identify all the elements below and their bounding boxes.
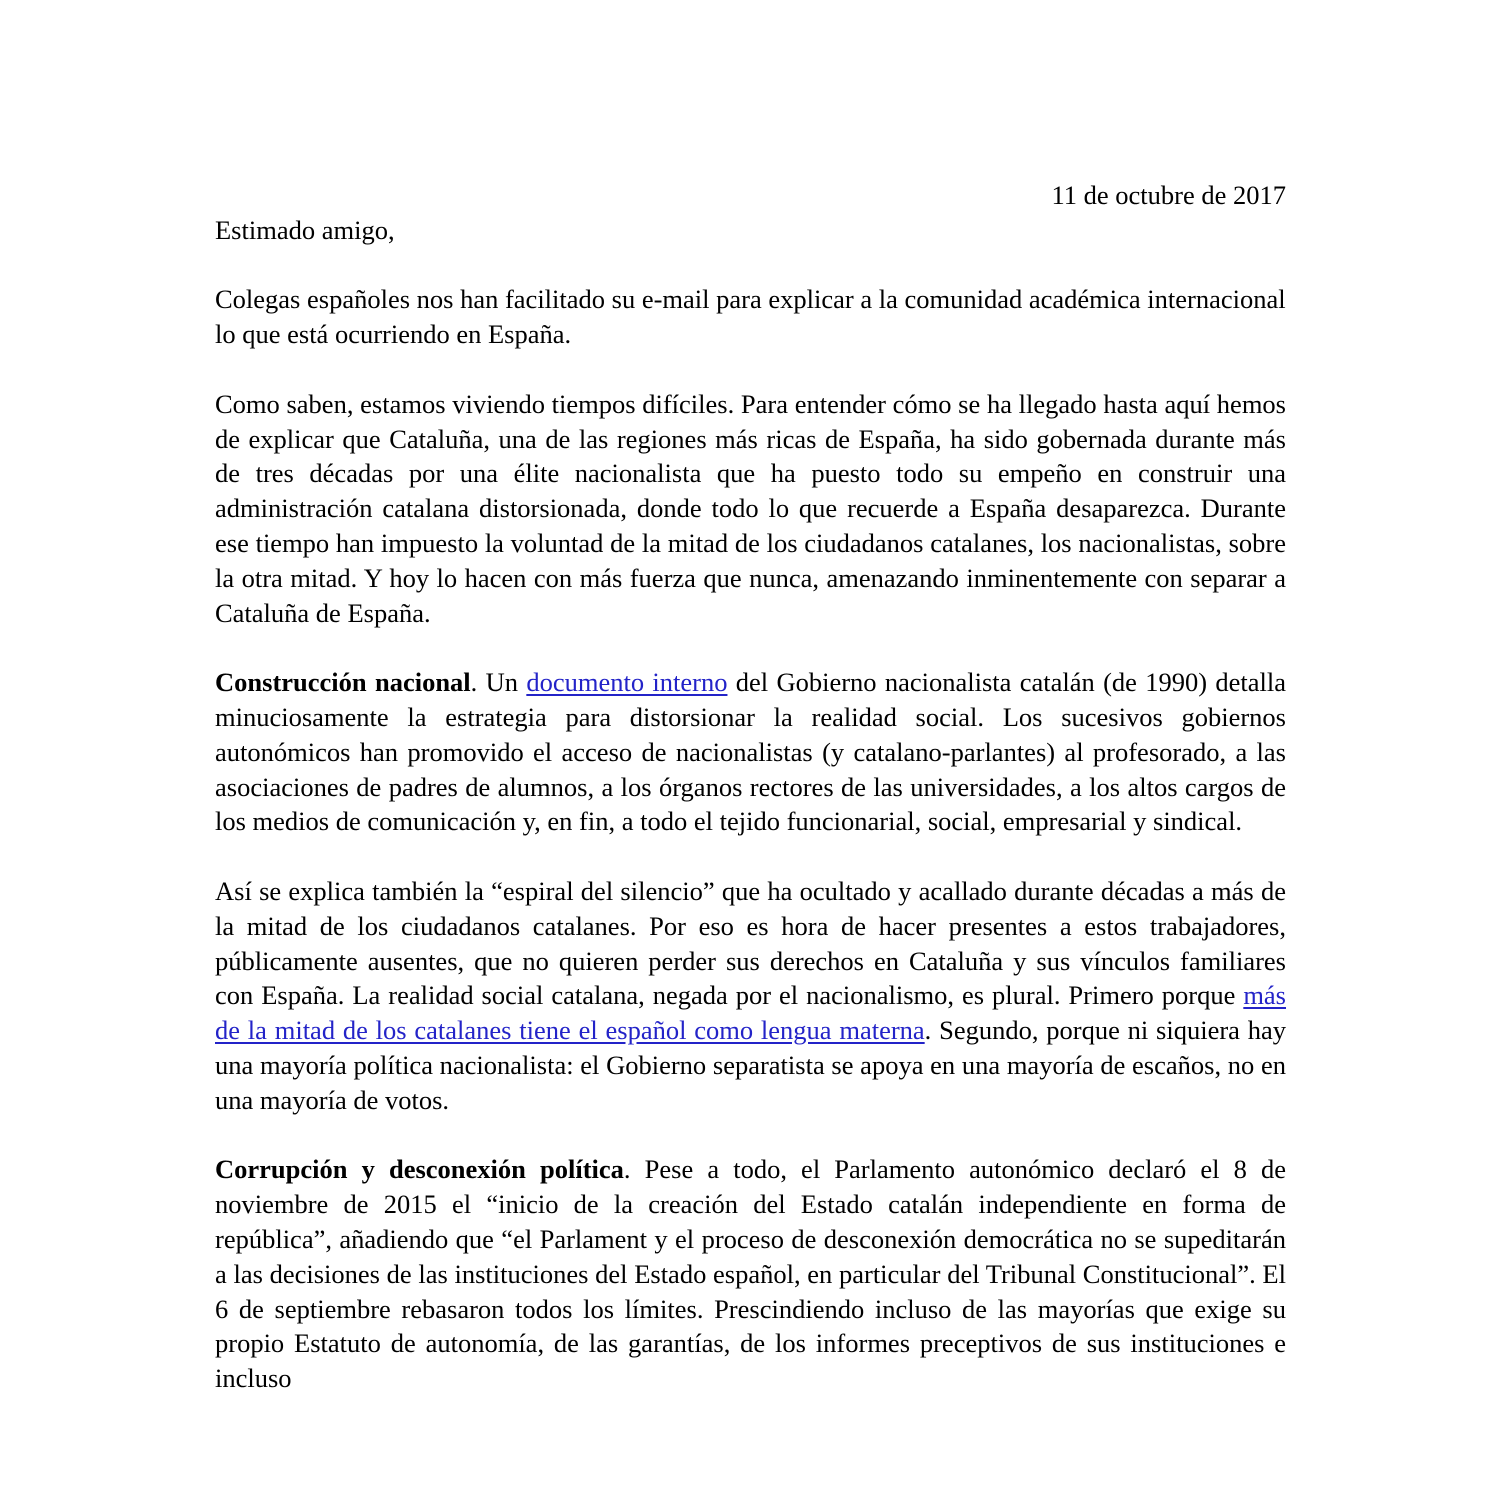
intro-paragraph: Colegas españoles nos han facilitado su e-mail para explicar a la comunidad académica internacional lo que está ocurriendo en España. (215, 284, 1286, 350)
salutation: Estimado amigo, (215, 214, 395, 245)
section-heading-construccion-nacional: Construcción nacional (215, 667, 471, 698)
documento-interno-link[interactable]: documento interno (526, 667, 728, 698)
paragraph-text: Así se explica también la “espiral del silencio” que ha ocultado y acallado durante décadas a más de la mitad de los ciudadanos catalanes. Por eso es hora de hacer presentes a estos trabajadores, públicamente ausentes, que no quieren perder sus derechos en Cataluña y sus vínculos familiares con España. La realidad social catalana, negada por el nacionalismo, es plural. Primero porque (215, 875, 1286, 1011)
paragraph-text: . Segundo, porque ni siquiera hay una mayoría política nacionalista: el Gobierno separatista se apoya en una mayoría de escaños, no en una mayoría de votos. (215, 1015, 1286, 1115)
section-heading-corrupcion: Corrupción y desconexión política (215, 1154, 624, 1185)
paragraph-text: del Gobierno nacionalista catalán (de 1990) detalla minuciosamente la estrategia para distorsionar la realidad social. Los sucesivos gobiernos autonómicos han promovido el acceso de nacionalistas (y catalano-parlantes) al profesorado, a las asociaciones de padres de alumnos, a los órganos rectores de las universidades, a los altos cargos de los medios de comunicación y, en fin, a todo el tejido funcionarial, social, empresarial y sindical. (215, 667, 1287, 837)
paragraph-context: Como saben, estamos viviendo tiempos difíciles. Para entender cómo se ha llegado hasta aquí hemos de explicar que Cataluña, una de las regiones más ricas de España, ha sido gobernada durante más de tres décadas por una élite nacionalista que ha puesto todo su empeño en construir una administración catalana distorsionada, donde todo lo que recuerde a España desaparezca. Durante ese tiempo han impuesto la voluntad de la mitad de los ciudadanos catalanes, los nacionalistas, sobre la otra mitad. Y hoy lo hacen con más fuerza que nunca, amenazando inminentemente con separar a Cataluña de España. (215, 388, 1286, 628)
paragraph-construccion-nacional (215, 665, 1286, 839)
paragraph-text: . Un (470, 667, 527, 698)
paragraph-corrupcion (215, 1152, 1286, 1396)
paragraph-text: . Pese a todo, el Parlamento autonómico declaró el 8 de noviembre de 2015 el “inicio de la creación del Estado catalán independiente en forma de república”, añadiendo que “el Parlament y el proceso de desconexión democrática no se supeditarán a las decisiones de las instituciones del Estado español, en particular del Tribunal Constitucional”. El 6 de septiembre rebasaron todos los límites. Prescindiendo incluso de las mayorías que exige su propio Estatuto de autonomía, de las garantías, de los informes preceptivos de sus instituciones e incluso (215, 1154, 1286, 1394)
paragraph-espiral-silencio (215, 874, 1286, 1118)
lengua-materna-link[interactable]: más de la mitad de los catalanes tiene el español como lengua materna (215, 980, 1286, 1046)
letter-page (215, 178, 1286, 1431)
letter-date: 11 de octubre de 2017 (1051, 180, 1286, 210)
